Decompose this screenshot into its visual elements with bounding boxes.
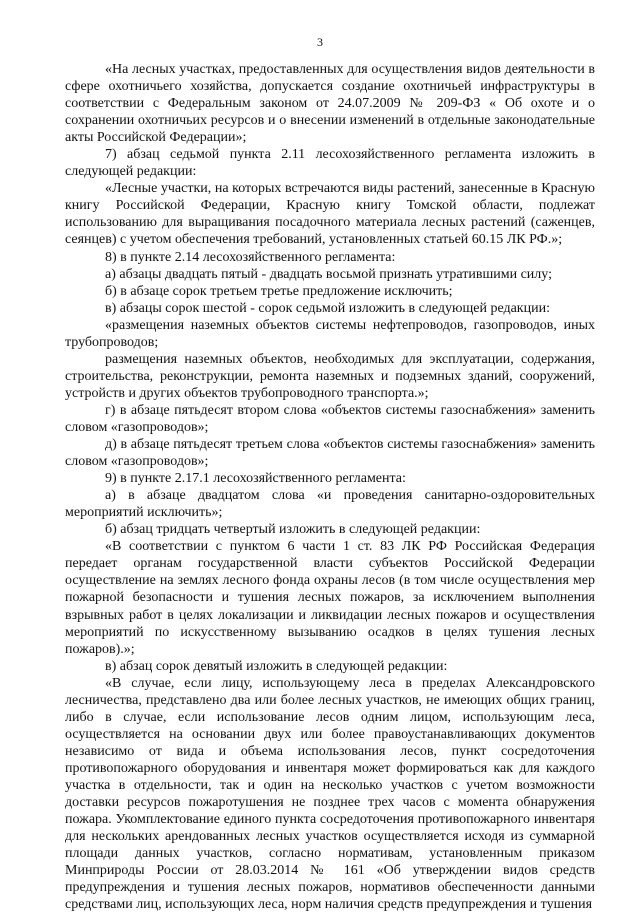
- paragraph-item-8g: г) в абзаце пятьдесят втором слова «объектов системы газоснабжения» заменить словом «газопроводов»;: [65, 402, 595, 435]
- paragraph-item-8a: а) абзацы двадцать пятый - двадцать восьмой признать утратившими силу;: [105, 266, 552, 282]
- paragraph-pipeline-objects: «размещения наземных объектов системы нефтепроводов, газопроводов, иных трубопроводов;: [65, 317, 595, 350]
- paragraph-item-9b: б) абзац тридцать четвертый изложить в следующей редакции:: [105, 522, 481, 538]
- paragraph-red-book-plants: «Лесные участки, на которых встречаются виды растений, занесенные в Красную книгу Российской Федерации, Красную книгу Томской области, подлежат использованию для выращивания посадочного материала лесных растений (саженцев, сеянцев) с учетом обеспечения требований, установленных статьей 60.15 ЛК РФ.»;: [65, 181, 595, 248]
- paragraph-hunting-infrastructure: «На лесных участках, предоставленных для осуществления видов деятельности в сфере охотничьего хозяйства, допускается создание охотничьей инфраструктуры в соответствии с Федеральным законом от 24.07.2009 № 209-ФЗ « Об охоте и о сохранении охотничьих ресурсов и о внесении изменений в отдельные законодательные акты Российской Федерации»;: [65, 62, 595, 146]
- paragraph-item-7: 7) абзац седьмой пункта 2.11 лесохозяйственного регламента изложить в следующей редакции:: [65, 147, 595, 180]
- paragraph-item-8: 8) в пункте 2.14 лесохозяйственного регламента:: [105, 249, 396, 265]
- paragraph-fire-equipment: «В случае, если лицу, использующему леса в пределах Александровского лесничества, представлено два или более лесных участков, не имеющих общих границ, либо в случае, если использование лесов одним лицом, использующим леса, осуществляется на основании двух или более правоустанавливающих документов независимо от вида и объема использования лесов, пункт сосредоточения противопожарного оборудования и инвентаря может формироваться как для каждого участка в отдельности, так и один на несколько участков с учетом возможности доставки ресурсов пожаротушения не позднее трех часов с момента обнаружения пожара. Укомплектование единого пункта сосредоточения противопожарного инвентаря для нескольких арендованных лесных участков осуществляется исходя из суммарной площади данных участков, согласно нормативам, установленным приказом Минприроды России от 28.03.2014 № 161 «Об утверждении видов средств предупреждения и тушения лесных пожаров, нормативов обеспеченности данными средствами лиц, использующих леса, норм наличия средств предупреждения и тушения: [65, 675, 595, 913]
- paragraph-item-9a: а) в абзаце двадцатом слова «и проведения санитарно-оздоровительных мероприятий исключить»;: [65, 488, 595, 521]
- paragraph-item-9v: в) абзац сорок девятый изложить в следующей редакции:: [105, 658, 448, 674]
- page-number: 3: [317, 35, 323, 49]
- paragraph-item-9: 9) в пункте 2.17.1 лесохозяйственного регламента:: [105, 471, 406, 487]
- paragraph-item-8b: б) в абзаце сорок третьем третье предложение исключить;: [105, 283, 453, 299]
- paragraph-forest-protection: «В соответствии с пунктом 6 части 1 ст. 83 ЛК РФ Российская Федерация передает органам государственной власти субъектов Российской Федерации осуществление на землях лесного фонда охраны лесов (в том числе осуществления мер пожарной безопасности и тушения лесных пожаров, за исключением выполнения взрывных работ в целях локализации и ликвидации лесных пожаров и осуществления мероприятий по искусственному вызыванию осадков в целях тушения лесных пожаров).»;: [65, 539, 595, 657]
- paragraph-pipeline-construction: размещения наземных объектов, необходимых для эксплуатации, содержания, строительства, реконструкции, ремонта наземных и подземных зданий, сооружений, устройств и других объектов трубопроводного транспорта.»;: [65, 351, 595, 401]
- paragraph-item-8d: д) в абзаце пятьдесят третьем слова «объектов системы газоснабжения» заменить словом «газопроводов»;: [65, 437, 595, 470]
- paragraph-item-8v: в) абзацы сорок шестой - сорок седьмой изложить в следующей редакции:: [105, 300, 550, 316]
- document-body: [65, 61, 595, 913]
